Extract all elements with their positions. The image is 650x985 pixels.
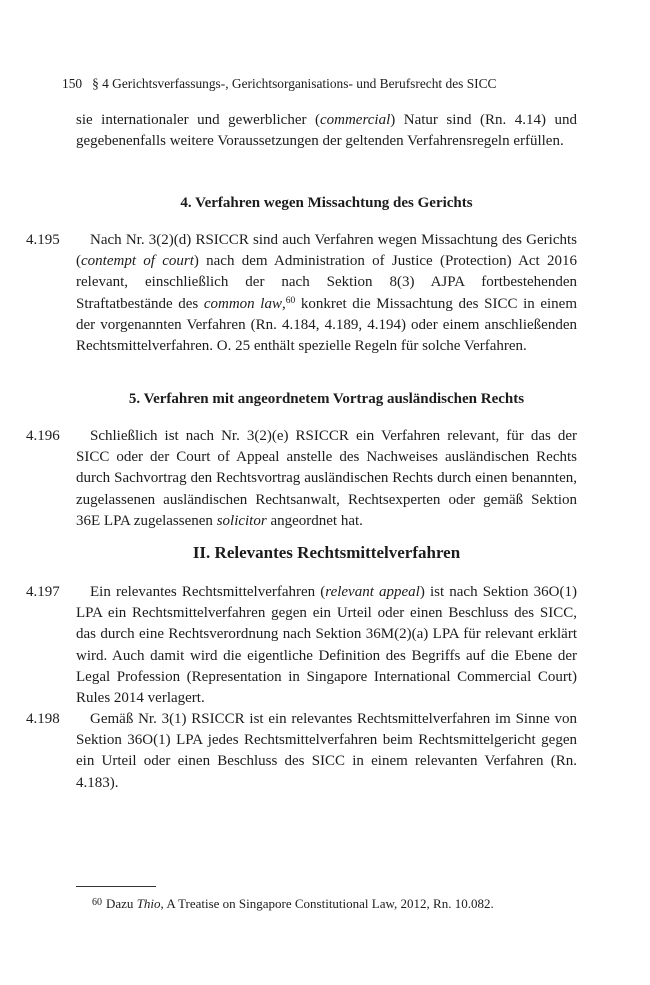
margin-number-4196: 4.196 [26,428,60,444]
text-run: , A Treatise on Singapore Constitutional Law, 2012, Rn. 10.082. [160,896,494,911]
running-header [62,76,582,92]
text-run: ) ist nach Sektion 36O(1) LPA ein Rechtsmittelverfahren gegen ein Urteil oder einen Beschluss des SICC, das durch eine Rechtsverordnung nach Sektion 36M(2)(a) LPA für relevant erklärt wird. Auch damit wird die eigentliche Definition des Begriffs auf die Ebene der Legal Profession (Representation in Singapore International Commercial Court) Rules 2014 verlagert. [76,584,577,707]
italic-term: commercial [319,112,391,128]
running-title: § 4 Gerichtsverfassungs-, Gerichtsorganisations- und Berufsrecht des SICC [92,76,497,91]
text-run: Gemäß Nr. 3(1) RSICCR ist ein relevantes Rechtsmittelverfahren im Sinne von Sektion 36O(1) LPA jedes Rechtsmittelverfahren beim Rechtsmittelgericht gegen ein Urteil oder einen Beschluss des SICC in einem relevanten Verfahren (Rn. 4.183). [76,711,577,791]
footnote-reference[interactable]: 60 [285,295,296,306]
italic-term: relevant appeal [325,584,420,600]
italic-term: solicitor [216,512,267,529]
text-run: ) nach dem Administration of Justice (Protection) Act 2016 relevant, einschließlich der nach Sektion 8(3) AJPA fortbestehenden Straftatbestände des [76,253,577,312]
text-run: ) Natur sind (Rn. 4.14) und gegebenenfalls weitere Voraussetzungen der geltenden Verfahrensregeln erfüllen. [76,112,577,150]
intro-paragraph-block [76,110,577,152]
text-run: Nach Nr. 3(2)(d) RSICCR sind auch Verfahren wegen Missachtung des Gerichts ( [76,232,577,270]
section-heading-4: 4. Verfahren wegen Missachtung des Gerichts [180,195,473,211]
footnote-number: 60 [92,897,102,908]
italic-term: contempt of court [81,253,194,270]
paragraph-4195-block [76,230,577,357]
paragraph-4198-block [76,709,577,794]
text-run: Ein relevantes Rechtsmittelverfahren ( [90,584,326,600]
paragraph-4196-block [76,426,577,532]
text-run: sie internationaler und gewerblicher ( [76,112,320,128]
paragraph-4196 [76,426,577,532]
paragraph-4198 [76,709,577,794]
text-run: Dazu [106,896,137,911]
paragraph-4195 [76,230,577,357]
section-heading-II: II. Relevantes Rechtsmittelverfahren [192,543,461,562]
italic-term: Thio [136,896,161,911]
page-number: 150 [62,76,83,91]
margin-number-4197: 4.197 [26,584,60,600]
paragraph-4197 [76,582,577,709]
footnote-60 [92,894,582,912]
footnote-separator [76,886,156,887]
intro-paragraph [76,110,577,152]
margin-number-4198: 4.198 [26,711,60,727]
paragraph-4197-block [76,582,577,709]
text-run: Schließlich ist nach Nr. 3(2)(e) RSICCR ein Verfahren relevant, für das der SICC oder der Court of Appeal anstelle des Nachweises ausländischen Rechts durch Sachvortrag den Rechtsvortrag ausländischen Rechts durch einen benannten, zugelassenen ausländischen Rechtsanwalt, Rechtsexperten oder gemäß Sektion 36E LPA zugelassenen [76,428,577,529]
text-run: angeordnet hat. [266,512,363,529]
text-run: , [281,295,286,312]
text-run: konkret die Missachtung des SICC in einem der vorgenannten Verfahren (Rn. 4.184, 4.189, 4.194) oder einem anschließenden Rechtsmittelverfahren. O. 25 enthält spezielle Regeln für solche Verfahren. [76,295,578,355]
italic-term: common law [203,295,282,312]
section-heading-5: 5. Verfahren mit angeordnetem Vortrag ausländischen Rechts [128,391,525,407]
margin-number-4195: 4.195 [26,232,60,248]
